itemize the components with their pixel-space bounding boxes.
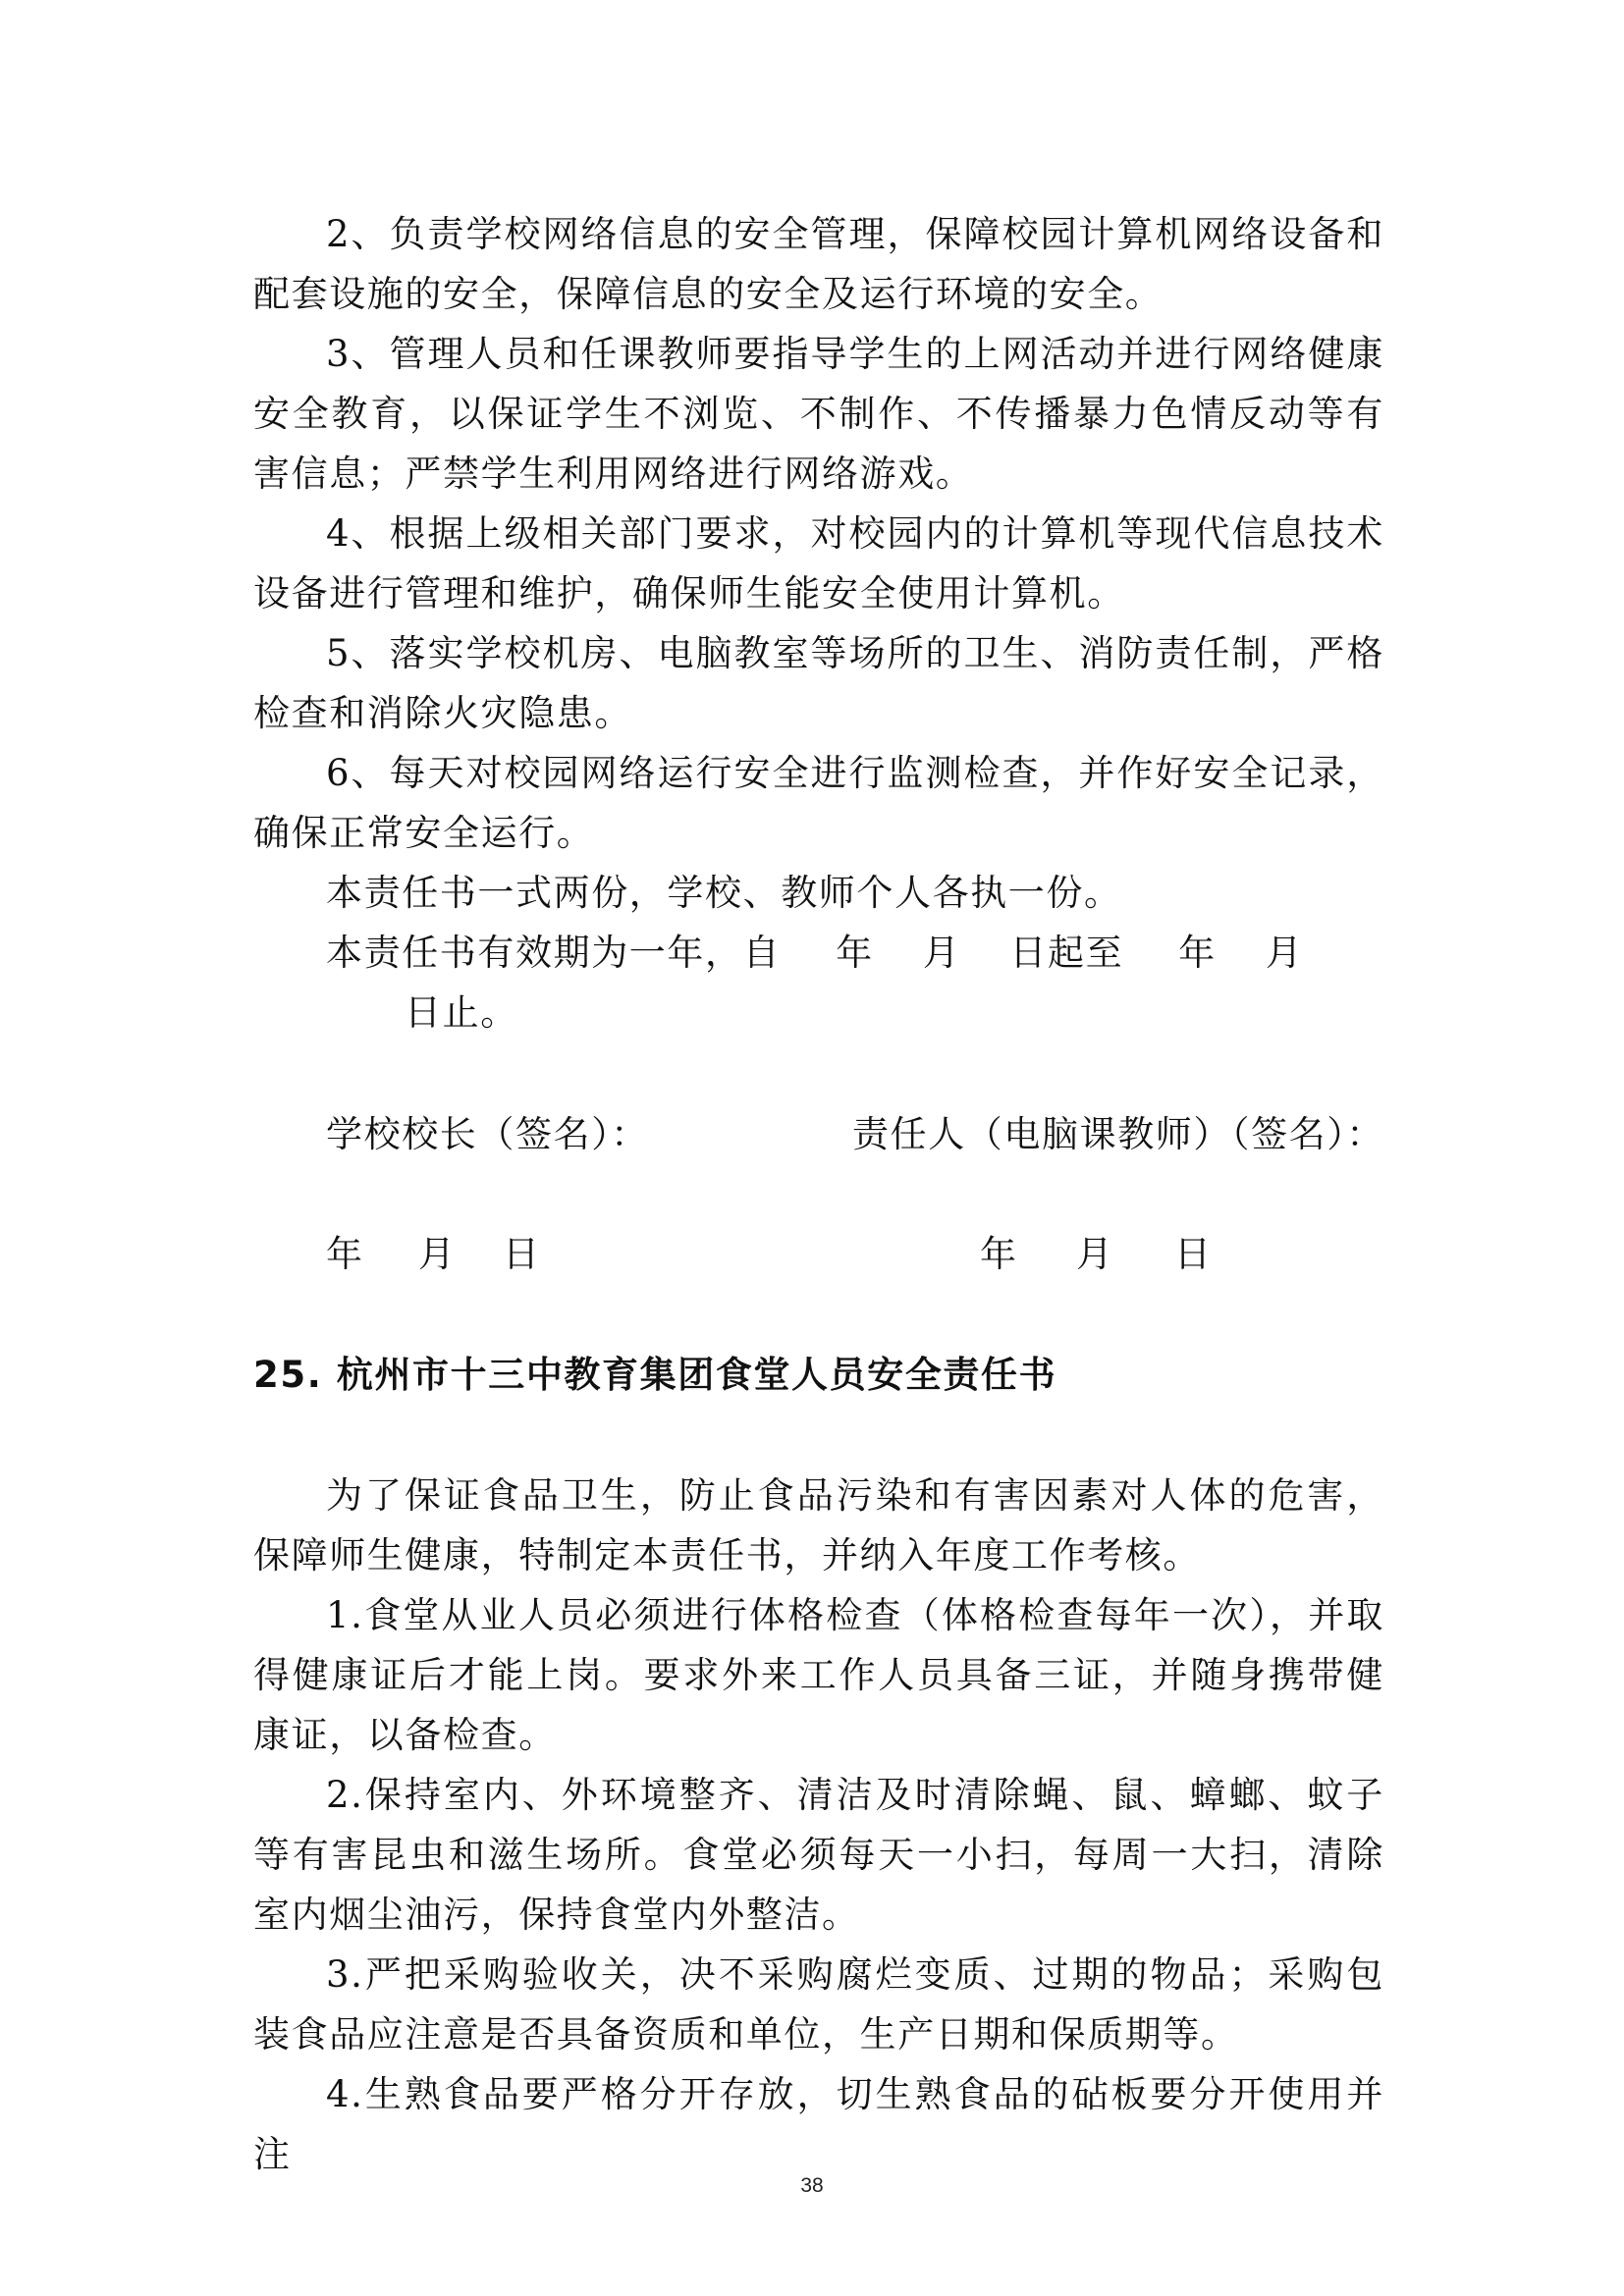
validity-month-2: 月 bbox=[1265, 932, 1304, 974]
paragraph-item-6: 6、每天对校园网络运行安全进行监测检查，并作好安全记录，确保正常安全运行。 bbox=[253, 752, 1384, 854]
canteen-rule-3: 3.严把采购验收关，决不采购腐烂变质、过期的物品；采购包装食品应注意是否具备资质和单位，生产日期和保质期等。 bbox=[253, 1953, 1384, 2056]
page-content bbox=[253, 204, 1384, 2184]
paragraph-item-5: 5、落实学校机房、电脑教室等场所的卫生、消防责任制，严格检查和消除火灾隐患。 bbox=[253, 632, 1384, 734]
validity-day-start: 日起至 bbox=[1009, 932, 1124, 974]
principal-signature-label: 学校校长（签名）： bbox=[326, 1113, 649, 1155]
validity-month-1: 月 bbox=[922, 932, 961, 974]
canteen-rule-4: 4.生熟食品要严格分开存放，切生熟食品的砧板要分开使用并注 bbox=[253, 2073, 1384, 2175]
canteen-rule-2: 2.保持室内、外环境整齐、清洁及时清除蝇、鼠、蟑螂、蚊子等有害昆虫和滋生场所。食堂必须每天一小扫，每周一大扫，清除室内烟尘油污，保持食堂内外整洁。 bbox=[253, 1774, 1384, 1936]
signature-date-row bbox=[253, 1224, 1384, 1284]
section-title: 25. 杭州市十三中教育集团食堂人员安全责任书 bbox=[253, 1354, 1057, 1396]
responsible-signature-label: 责任人（电脑课教师）（签名）： bbox=[852, 1113, 1384, 1155]
validity-line bbox=[253, 923, 1384, 983]
page-number: 38 bbox=[800, 2174, 824, 2197]
signature-row bbox=[253, 1104, 1384, 1164]
canteen-rule-1: 1.食堂从业人员必须进行体格检查（体格检查每年一次），并取得健康证后才能上岗。要求外来工作人员具备三证，并随身携带健康证，以备检查。 bbox=[253, 1594, 1384, 1756]
validity-prefix: 本责任书有效期为一年，自 bbox=[326, 932, 782, 974]
paragraph-item-3: 3、管理人员和任课教师要指导学生的上网活动并进行网络健康安全教育，以保证学生不浏览、不制作、不传播暴力色情反动等有害信息；严禁学生利用网络进行网络游戏。 bbox=[253, 333, 1384, 495]
paragraph-item-4: 4、根据上级相关部门要求，对校园内的计算机等现代信息技术设备进行管理和维护，确保师生能安全使用计算机。 bbox=[253, 512, 1384, 614]
validity-end: 日止。 bbox=[405, 991, 518, 1034]
validity-year-2: 年 bbox=[1178, 932, 1217, 974]
paragraph-item-2: 2、负责学校网络信息的安全管理，保障校园计算机网络设备和配套设施的安全，保障信息的安全及运行环境的安全。 bbox=[253, 213, 1384, 315]
date-year-left: 年 bbox=[326, 1233, 364, 1275]
copies-note: 本责任书一式两份，学校、教师个人各执一份。 bbox=[326, 872, 1122, 914]
date-year-right: 年 bbox=[980, 1233, 1018, 1275]
date-day-right: 日 bbox=[1174, 1233, 1213, 1275]
intro-paragraph: 为了保证食品卫生，防止食品污染和有害因素对人体的危害，保障师生健康，特制定本责任书，并纳入年度工作考核。 bbox=[253, 1474, 1384, 1576]
date-month-right: 月 bbox=[1076, 1233, 1114, 1275]
validity-year-1: 年 bbox=[836, 932, 874, 974]
date-day-left: 日 bbox=[503, 1233, 541, 1275]
date-month-left: 月 bbox=[418, 1233, 457, 1275]
